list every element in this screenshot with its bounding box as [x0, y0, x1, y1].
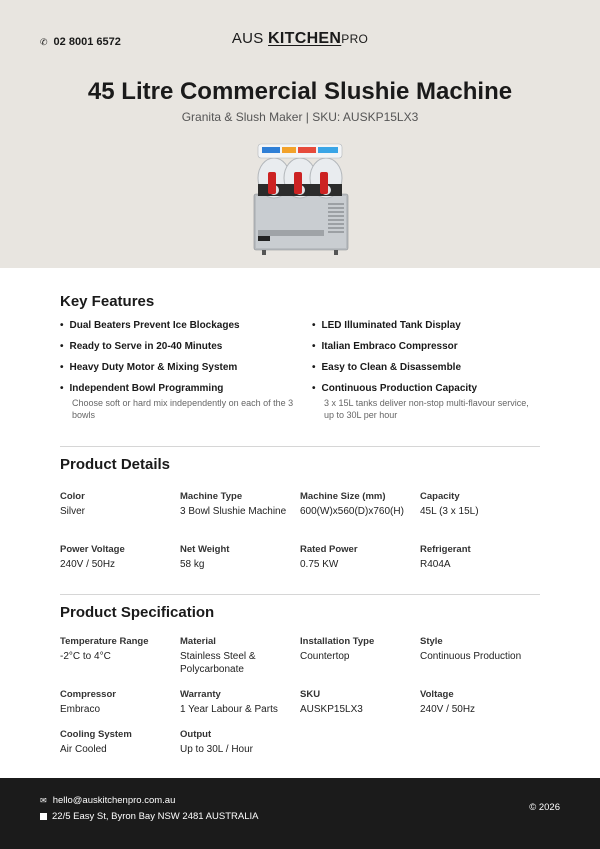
- feature-item: [60, 341, 312, 352]
- spec-value: Continuous Production: [420, 651, 522, 662]
- product-spec-row-3: [60, 728, 540, 756]
- detail-label: Machine Size (mm): [300, 491, 386, 502]
- spec-sku: [300, 688, 420, 716]
- product-image: [248, 138, 354, 256]
- spec-compressor: [60, 688, 180, 716]
- detail-power-voltage: [60, 543, 180, 571]
- divider: [60, 446, 540, 447]
- product-details-section: [60, 456, 540, 473]
- spec-label: Voltage: [420, 689, 454, 700]
- product-specification-heading: Product Specification: [60, 604, 215, 621]
- spec-label: Installation Type: [300, 636, 375, 647]
- mail-icon: ✉: [40, 796, 47, 805]
- brand-part3: PRO: [341, 32, 369, 46]
- product-details-row-1: [60, 490, 540, 518]
- detail-net-weight: [180, 543, 300, 571]
- spec-value: AUSKP15LX3: [300, 704, 363, 715]
- brand-part2: KITCHEN: [268, 30, 342, 47]
- spec-value: Embraco: [60, 704, 101, 715]
- spec-installation-type: [300, 635, 420, 676]
- feature-item: [312, 320, 540, 331]
- spec-label: SKU: [300, 689, 321, 700]
- footer-email[interactable]: [40, 795, 175, 806]
- product-specification-section: [60, 604, 540, 621]
- spec-style: [420, 635, 540, 676]
- feature-item: [60, 320, 312, 331]
- spec-value: Stainless Steel & Polycarbonate: [180, 651, 256, 675]
- phone-icon: ✆: [40, 36, 48, 47]
- footer: [0, 778, 600, 849]
- location-square-icon: [40, 813, 47, 820]
- product-details-row-2: [60, 543, 540, 571]
- feature-title: • Independent Bowl Programming: [60, 383, 312, 394]
- key-features-heading: Key Features: [60, 293, 155, 310]
- detail-label: Rated Power: [300, 544, 358, 555]
- feature-title: • Dual Beaters Prevent Ice Blockages: [60, 320, 312, 331]
- feature-item: [60, 383, 312, 421]
- spec-warranty: [180, 688, 300, 716]
- detail-label: Capacity: [420, 491, 460, 502]
- copyright: © 2026: [529, 802, 560, 813]
- divider: [60, 594, 540, 595]
- feature-item: [60, 362, 312, 373]
- spec-label: Temperature Range: [60, 636, 149, 647]
- detail-value: 0.75 KW: [300, 559, 339, 570]
- feature-description: 3 x 15L tanks deliver non-stop multi-flavour service, up to 30L per hour: [324, 398, 529, 420]
- spec-voltage: [420, 688, 540, 716]
- feature-title: • Continuous Production Capacity: [312, 383, 540, 394]
- spec-label: Style: [420, 636, 443, 647]
- detail-label: Refrigerant: [420, 544, 471, 555]
- detail-value: 600(W)x560(D)x760(H): [300, 506, 404, 517]
- detail-value: 3 Bowl Slushie Machine: [180, 506, 287, 517]
- detail-value: 58 kg: [180, 559, 205, 570]
- brand-logo: [0, 30, 600, 48]
- detail-value: Silver: [60, 506, 86, 517]
- detail-value: 240V / 50Hz: [60, 559, 116, 570]
- detail-label: Machine Type: [180, 491, 243, 502]
- page-title: 45 Litre Commercial Slushie Machine: [87, 78, 513, 105]
- detail-label: Net Weight: [180, 544, 230, 555]
- feature-item: [312, 383, 540, 421]
- product-spec-row-1: [60, 635, 540, 676]
- spec-label: Compressor: [60, 689, 116, 700]
- product-spec-row-2: [60, 688, 540, 716]
- spec-label: Material: [180, 636, 216, 647]
- phone-number: 02 8001 6572: [53, 36, 121, 48]
- spec-value: 1 Year Labour & Parts: [180, 704, 278, 715]
- product-details-heading: Product Details: [60, 456, 171, 473]
- spec-temperature-range: [60, 635, 180, 676]
- address-text: 22/5 Easy St, Byron Bay NSW 2481 AUSTRALIA: [52, 811, 259, 822]
- feature-item: [312, 341, 540, 352]
- detail-value: 45L (3 x 15L): [420, 506, 479, 517]
- detail-rated-power: [300, 543, 420, 571]
- detail-machine-size: [300, 490, 420, 518]
- detail-refrigerant: [420, 543, 540, 571]
- brand-part1: AUS: [231, 30, 269, 47]
- email-text: hello@auskitchenpro.com.au: [52, 795, 176, 806]
- feature-description: Choose soft or hard mix independently on each of the 3 bowls: [72, 398, 294, 420]
- detail-capacity: [420, 490, 540, 518]
- feature-title: • Heavy Duty Motor & Mixing System: [60, 362, 312, 373]
- page-subtitle: Granita & Slush Maker | SKU: AUSKP15LX3: [181, 110, 419, 124]
- feature-title: • Italian Embraco Compressor: [312, 341, 540, 352]
- detail-machine-type: [180, 490, 300, 518]
- detail-value: R404A: [420, 559, 451, 570]
- spec-value: Up to 30L / Hour: [180, 744, 254, 755]
- feature-title: • Easy to Clean & Disassemble: [312, 362, 540, 373]
- spec-cooling-system: [60, 728, 180, 756]
- spec-label: Output: [180, 729, 212, 740]
- feature-item: [312, 362, 540, 373]
- detail-label: Color: [60, 491, 85, 502]
- spec-label: Warranty: [180, 689, 221, 700]
- spec-value: -2°C to 4°C: [60, 651, 111, 662]
- feature-title: • Ready to Serve in 20-40 Minutes: [60, 341, 312, 352]
- spec-label: Cooling System: [60, 729, 132, 740]
- detail-label: Power Voltage: [60, 544, 125, 555]
- footer-address: [40, 811, 258, 822]
- spec-value: Countertop: [300, 651, 350, 662]
- key-features-list: [60, 320, 540, 431]
- spec-value: 240V / 50Hz: [420, 704, 476, 715]
- feature-title: • LED Illuminated Tank Display: [312, 320, 540, 331]
- detail-color: [60, 490, 180, 518]
- spec-value: Air Cooled: [60, 744, 107, 755]
- key-features-section: [60, 293, 540, 310]
- spec-output: [180, 728, 300, 756]
- spec-material: [180, 635, 300, 676]
